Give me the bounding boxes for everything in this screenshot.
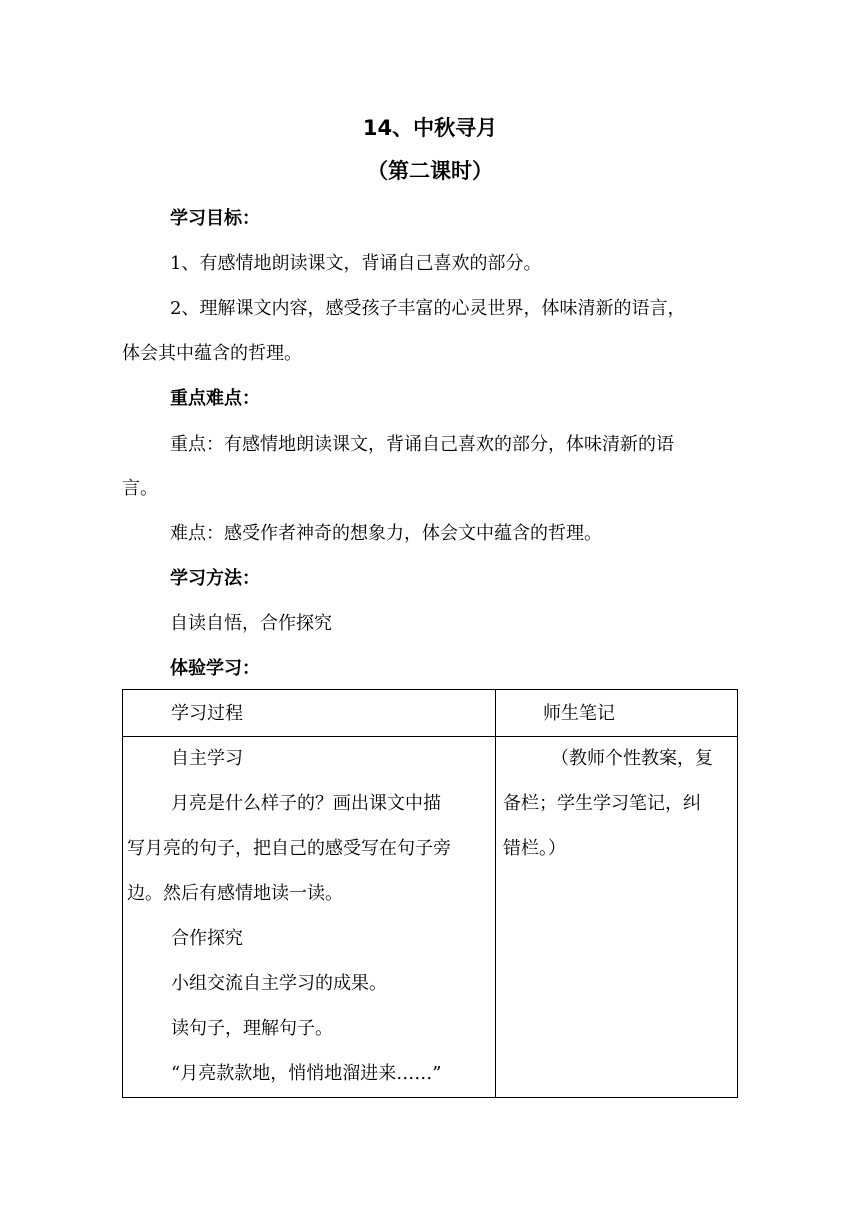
goal-2-line-2: 体会其中蕴含的哲理。 xyxy=(122,343,302,364)
notes-cell-line: （教师个性教案，复 xyxy=(551,748,713,769)
table-header-process: 学习过程 xyxy=(171,703,243,724)
experience-heading: 体验学习： xyxy=(170,658,260,679)
lesson-title: 14、中秋寻月 xyxy=(362,116,498,140)
method-text: 自读自悟，合作探究 xyxy=(170,613,332,634)
key-point-line-1: 重点：有感情地朗读课文，背诵自己喜欢的部分，体味清新的语 xyxy=(170,434,674,455)
table-cell-line: “月亮款款地，悄悄地溜进来……” xyxy=(171,1063,442,1084)
table-header-divider xyxy=(123,736,737,737)
key-points-heading: 重点难点： xyxy=(170,388,260,409)
key-point-line-2: 言。 xyxy=(122,478,158,499)
learning-table xyxy=(122,689,738,1098)
method-heading: 学习方法： xyxy=(170,568,260,589)
lesson-subtitle: （第二课时） xyxy=(367,159,493,183)
table-cell-line: 月亮是什么样子的？画出课文中描 xyxy=(171,793,441,814)
goal-2-line-1: 2、理解课文内容，感受孩子丰富的心灵世界，体味清新的语言， xyxy=(170,298,686,319)
table-column-divider xyxy=(495,690,496,1097)
table-cell-line: 读句子，理解句子。 xyxy=(171,1018,333,1039)
goal-1: 1、有感情地朗读课文，背诵自己喜欢的部分。 xyxy=(170,253,542,274)
table-cell-line: 自主学习 xyxy=(171,748,243,769)
notes-cell-line: 错栏。） xyxy=(503,838,566,859)
difficulty-point: 难点：感受作者神奇的想象力，体会文中蕴含的哲理。 xyxy=(170,523,602,544)
table-cell-line: 边。然后有感情地读一读。 xyxy=(127,883,343,904)
notes-cell-line: 备栏；学生学习笔记，纠 xyxy=(503,793,701,814)
table-cell-line: 合作探究 xyxy=(171,928,243,949)
table-header-notes: 师生笔记 xyxy=(543,703,615,724)
goals-heading: 学习目标： xyxy=(170,208,260,229)
table-cell-line: 小组交流自主学习的成果。 xyxy=(171,973,387,994)
table-cell-line: 写月亮的句子，把自己的感受写在句子旁 xyxy=(127,838,451,859)
